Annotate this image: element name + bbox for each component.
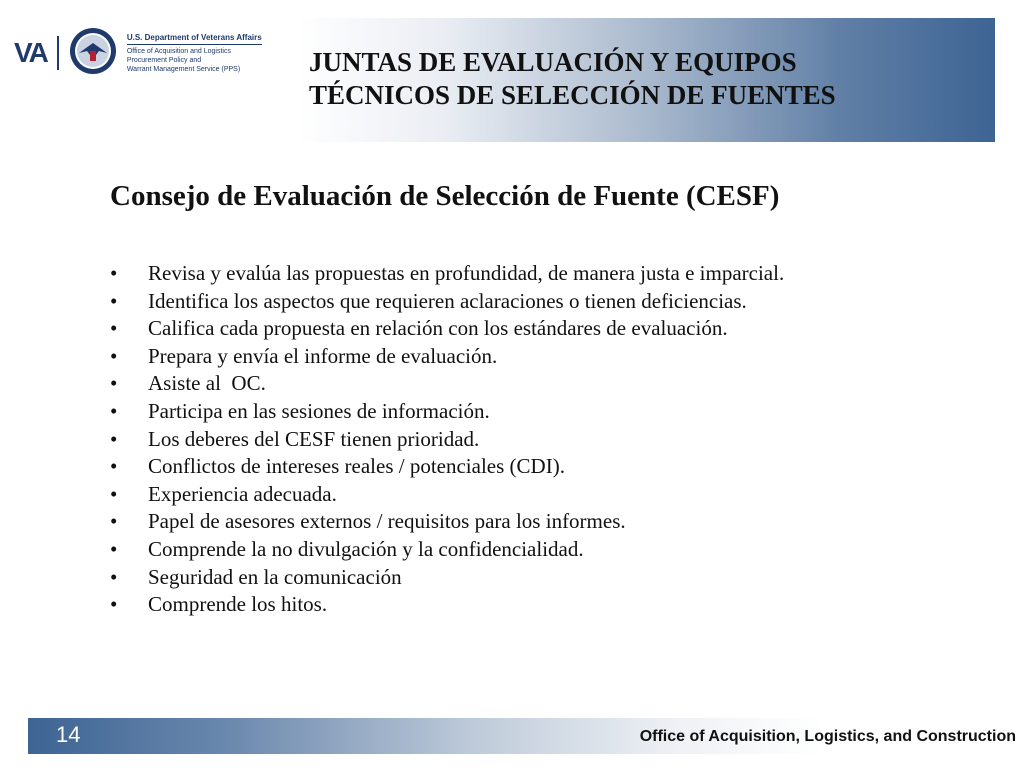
bullet-icon: •: [110, 371, 118, 396]
list-item: [110, 288, 870, 316]
list-item-text: Conflictos de intereses reales / potenciales (CDI).: [148, 454, 565, 479]
agency-line: Procurement Policy and: [126, 56, 202, 64]
list-item: [110, 343, 870, 371]
bullet-icon: •: [110, 398, 118, 423]
bullet-icon: •: [110, 454, 118, 479]
list-item: [110, 536, 870, 564]
footer-office-name: Office of Acquisition, Logistics, and Construction: [639, 728, 1016, 745]
list-item-text: Papel de asesores externos / requisitos para los informes.: [148, 509, 626, 534]
agency-line: Warrant Management Service (PPS): [126, 65, 241, 73]
list-item-text: Participa en las sesiones de información.: [148, 398, 490, 423]
list-item: [110, 508, 870, 536]
list-item-text: Califica cada propuesta en relación con los estándares de evaluación.: [148, 316, 728, 341]
list-item: [110, 426, 870, 454]
list-item: [110, 481, 870, 509]
list-item-text: Revisa y evalúa las propuestas en profundidad, de manera justa e imparcial.: [148, 261, 785, 285]
list-item: [110, 591, 870, 619]
list-item: [110, 398, 870, 426]
list-item-text: Experiencia adecuada.: [148, 481, 337, 506]
va-wordmark: VA: [14, 36, 59, 70]
list-item-text: Seguridad en la comunicación: [148, 564, 402, 589]
list-item-text: Identifica los aspectos que requieren aclaraciones o tienen deficiencias.: [148, 288, 747, 313]
bullet-icon: •: [110, 426, 118, 451]
list-item-text: Comprende la no divulgación y la confidencialidad.: [148, 536, 584, 561]
slide-title: JUNTAS DE EVALUACIÓN Y EQUIPOS TÉCNICOS DE SELECCIÓN DE FUENTES: [309, 47, 836, 110]
list-item: [110, 260, 870, 288]
bullet-icon: •: [110, 536, 118, 561]
list-item-text: Prepara y envía el informe de evaluación.: [148, 343, 498, 368]
list-item: [110, 315, 870, 343]
bullet-icon: •: [110, 343, 118, 368]
section-subtitle: Consejo de Evaluación de Selección de Fuente (CESF): [110, 180, 780, 212]
bullet-icon: •: [110, 261, 118, 285]
bullet-icon: •: [110, 316, 118, 341]
list-item-text: Los deberes del CESF tienen prioridad.: [148, 426, 480, 451]
bullet-icon: •: [110, 592, 118, 617]
list-item-text: Comprende los hitos.: [148, 592, 328, 617]
page-number: 14: [56, 722, 81, 747]
va-seal-icon: [69, 27, 117, 80]
agency-department: U.S. Department of Veterans Affairs: [127, 33, 262, 45]
bullet-icon: •: [110, 288, 118, 313]
bullet-icon: •: [110, 564, 118, 589]
bullet-icon: •: [110, 481, 118, 506]
va-logo: [14, 28, 262, 78]
list-item: [110, 370, 870, 398]
list-item: [110, 453, 870, 481]
agency-name-block: [127, 33, 262, 74]
bullet-list: [110, 260, 870, 619]
agency-line: Office of Acquisition and Logistics: [126, 47, 231, 55]
list-item: [110, 564, 870, 592]
list-item-text: Asiste al OC.: [148, 371, 266, 396]
bullet-icon: •: [110, 509, 118, 534]
